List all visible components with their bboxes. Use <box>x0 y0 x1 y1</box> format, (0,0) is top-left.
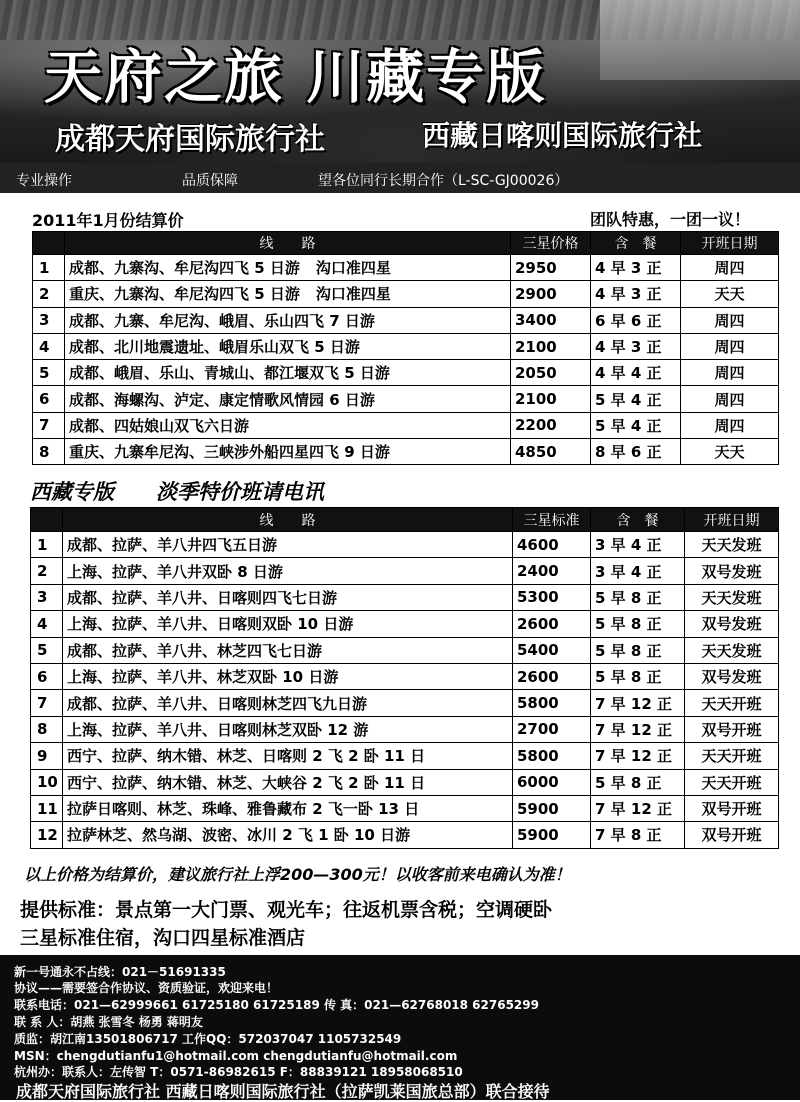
row-number <box>33 386 65 412</box>
route-cell-text: 成都、海螺沟、泸定、康定情歌风情园 6 日游 <box>69 390 375 409</box>
price-cell <box>513 558 591 584</box>
price-cell <box>513 663 591 689</box>
meal-cell <box>591 439 681 465</box>
price-cell <box>511 439 591 465</box>
price-cell-text: 4600 <box>517 535 559 554</box>
start-date-cell <box>681 307 779 333</box>
price-cell-text: 2600 <box>517 667 559 686</box>
msn-contacts: MSN：chengdutianfu1@hotmail.com chengdutianfu@hotmail.com <box>14 1049 458 1063</box>
route-cell <box>63 769 513 795</box>
row-number <box>31 769 63 795</box>
row-number <box>33 439 65 465</box>
start-date-cell <box>681 439 779 465</box>
start-date-cell-text: 双号开班 <box>701 800 762 819</box>
header-meal: 含 餐 <box>591 232 681 255</box>
route-cell <box>65 307 511 333</box>
price-cell <box>511 307 591 333</box>
route-cell-text: 上海、拉萨、羊八井、日喀则林芝双卧 12 游 <box>67 720 369 739</box>
start-date-cell-text: 周四 <box>714 259 745 278</box>
meal-cell <box>591 307 681 333</box>
meal-cell <box>591 558 685 584</box>
meal-cell <box>591 532 685 558</box>
table-header-row <box>31 508 779 532</box>
price-cell-text: 5300 <box>517 588 559 607</box>
promo-text: 团队特惠，一团一议！ <box>590 210 751 229</box>
quality-qq: 质监：胡江南13501806717 工作QQ：572037047 1105732549 <box>14 1032 402 1046</box>
meal-cell <box>591 611 685 637</box>
start-date-cell-text: 天天开班 <box>701 747 762 766</box>
price-cell <box>513 690 591 716</box>
meal-cell-text: 5 早 8 正 <box>595 773 662 792</box>
start-date-cell-text: 天天开班 <box>701 773 762 792</box>
agreement-note: 协议——需要签合作协议、资质验证，欢迎来电！ <box>14 981 279 995</box>
section1-title: 2011年1月份结算价 <box>32 211 184 230</box>
row-number-text: 5 <box>39 363 50 382</box>
table-row <box>33 281 779 307</box>
meal-cell <box>591 769 685 795</box>
start-date-cell-text: 周四 <box>714 311 745 330</box>
agency-name-tibet: 西藏日喀则国际旅行社 <box>422 119 703 152</box>
price-cell <box>513 822 591 848</box>
meal-cell <box>591 822 685 848</box>
table-row <box>31 743 779 769</box>
header-route: 线 路 <box>63 508 513 532</box>
row-number-text: 11 <box>37 799 58 818</box>
row-number-text: 1 <box>39 258 50 277</box>
hotel-standard-text: 沟口准四星 <box>315 259 391 278</box>
route-cell-text: 成都、四姑娘山双飞六日游 <box>69 416 250 435</box>
meal-cell-text: 7 早 12 正 <box>595 720 672 739</box>
start-date-cell <box>685 663 779 689</box>
start-date-cell <box>681 333 779 359</box>
meal-cell <box>591 637 685 663</box>
row-number-text: 6 <box>39 390 50 409</box>
start-date-cell-text: 双号开班 <box>701 826 762 845</box>
row-number-text: 2 <box>39 284 50 303</box>
row-number-text: 12 <box>37 825 58 844</box>
route-cell-text: 拉萨林芝、然乌湖、波密、冰川 2 飞 1 卧 10 日游 <box>67 826 411 845</box>
row-number <box>31 558 63 584</box>
route-cell <box>63 795 513 821</box>
meal-cell-text: 7 早 12 正 <box>595 800 672 819</box>
start-date-cell-text: 周四 <box>714 390 745 409</box>
route-cell-text: 西宁、拉萨、纳木错、林芝、大峡谷 2 飞 2 卧 11 日 <box>67 773 426 792</box>
row-number <box>31 637 63 663</box>
row-number-text: 8 <box>37 720 48 739</box>
meal-cell-text: 7 早 12 正 <box>595 694 672 713</box>
route-cell-text: 重庆、九寨沟、牟尼沟四飞 5 日游 <box>69 285 300 304</box>
meal-cell <box>591 584 685 610</box>
row-number <box>31 822 63 848</box>
start-date-cell-text: 天天发班 <box>701 588 762 607</box>
service-standard-line2: 三星标准住宿，沟口四星标准酒店 <box>20 927 306 949</box>
start-date-cell <box>685 716 779 742</box>
price-cell-text: 2100 <box>515 337 557 356</box>
price-cell-text: 4850 <box>515 442 557 461</box>
price-cell <box>513 795 591 821</box>
meal-cell <box>591 333 681 359</box>
joint-hosts: 成都天府国际旅行社 西藏日喀则国际旅行社（拉萨凯莱国旅总部）联合接待 <box>16 1082 550 1101</box>
start-date-cell-text: 周四 <box>714 364 745 383</box>
row-number-text: 5 <box>37 641 48 660</box>
phone-fax: 联系电话：021—62999661 61725180 61725189 传 真：021—62768018 62765299 <box>14 998 539 1012</box>
row-number-text: 10 <box>37 773 58 792</box>
route-cell <box>63 822 513 848</box>
meal-cell-text: 4 早 3 正 <box>595 259 662 278</box>
row-number <box>33 412 65 438</box>
table-row <box>33 439 779 465</box>
price-cell-text: 2950 <box>515 258 557 277</box>
start-date-cell <box>681 255 779 281</box>
table-row <box>31 690 779 716</box>
table-row <box>31 611 779 637</box>
price-cell-text: 2100 <box>515 390 557 409</box>
meal-cell-text: 5 早 4 正 <box>595 416 662 435</box>
meal-cell <box>591 412 681 438</box>
section2-title: 西藏专版 淡季特价班请电讯 <box>30 480 324 504</box>
meal-cell-text: 5 早 8 正 <box>595 588 662 607</box>
meal-cell-text: 8 早 6 正 <box>595 443 662 462</box>
banner-sky <box>600 0 800 80</box>
route-cell-text: 上海、拉萨、羊八井、林芝双卧 10 日游 <box>67 668 339 687</box>
table-row <box>33 360 779 386</box>
table-row <box>33 255 779 281</box>
meal-cell <box>591 690 685 716</box>
meal-cell-text: 5 早 8 正 <box>595 668 662 687</box>
price-cell-text: 5900 <box>517 799 559 818</box>
meal-cell <box>591 386 681 412</box>
header-date: 开班日期 <box>681 232 779 255</box>
table-row <box>31 822 779 848</box>
price-cell-text: 2200 <box>515 416 557 435</box>
price-cell <box>511 281 591 307</box>
route-cell <box>65 333 511 359</box>
price-cell-text: 6000 <box>517 773 559 792</box>
start-date-cell <box>681 412 779 438</box>
price-cell <box>511 255 591 281</box>
hotel-standard-text: 沟口准四星 <box>315 285 391 304</box>
tagline-license: 望各位同行长期合作（L-SC-GJ00026） <box>318 173 569 189</box>
route-cell-text: 成都、峨眉、乐山、青城山、都江堰双飞 5 日游 <box>69 364 390 383</box>
row-number <box>33 360 65 386</box>
hotline: 新一号通永不占线：021－51691335 <box>14 965 226 979</box>
table-row <box>31 795 779 821</box>
header-no <box>31 508 63 532</box>
route-cell-text: 上海、拉萨、羊八井、日喀则双卧 10 日游 <box>67 615 354 634</box>
start-date-cell-text: 周四 <box>714 338 745 357</box>
start-date-cell <box>685 558 779 584</box>
table-row <box>31 584 779 610</box>
route-cell <box>65 255 511 281</box>
meal-cell <box>591 743 685 769</box>
header-price: 三星标准 <box>513 508 591 532</box>
route-cell <box>63 716 513 742</box>
table-row <box>33 412 779 438</box>
route-cell-text: 成都、九寨沟、牟尼沟四飞 5 日游 <box>69 259 300 278</box>
banner-title: 天府之旅 川藏专版 <box>44 43 547 111</box>
meal-cell <box>591 663 685 689</box>
meal-cell <box>591 255 681 281</box>
price-cell <box>511 333 591 359</box>
price-cell <box>513 769 591 795</box>
start-date-cell-text: 双号发班 <box>701 562 762 581</box>
price-cell <box>511 386 591 412</box>
route-cell <box>63 558 513 584</box>
price-cell-text: 3400 <box>515 311 557 330</box>
meal-cell <box>591 795 685 821</box>
meal-cell-text: 5 早 4 正 <box>595 390 662 409</box>
meal-cell-text: 3 早 4 正 <box>595 536 662 555</box>
header-date: 开班日期 <box>685 508 779 532</box>
price-cell-text: 2700 <box>517 720 559 739</box>
start-date-cell <box>681 360 779 386</box>
route-cell-text: 成都、拉萨、羊八井、日喀则四飞七日游 <box>67 588 338 607</box>
price-cell <box>511 360 591 386</box>
row-number-text: 3 <box>39 311 50 330</box>
row-number <box>33 281 65 307</box>
row-number-text: 7 <box>37 694 48 713</box>
row-number-text: 7 <box>39 416 50 435</box>
route-cell-text: 西宁、拉萨、纳木错、林芝、日喀则 2 飞 2 卧 11 日 <box>67 747 426 766</box>
route-cell <box>65 281 511 307</box>
row-number <box>31 532 63 558</box>
table-row <box>33 333 779 359</box>
route-cell-text: 成都、九寨、牟尼沟、峨眉、乐山四飞 7 日游 <box>69 311 375 330</box>
service-standard-line1: 提供标准：景点第一大门票、观光车；往返机票含税；空调硬卧 <box>20 899 553 921</box>
start-date-cell <box>685 822 779 848</box>
header-banner <box>0 0 800 163</box>
header-meal: 含 餐 <box>591 508 685 532</box>
row-number-text: 6 <box>37 667 48 686</box>
table-row <box>31 558 779 584</box>
meal-cell <box>591 716 685 742</box>
start-date-cell-text: 天天 <box>714 285 745 304</box>
start-date-cell <box>685 769 779 795</box>
price-cell-text: 5900 <box>517 825 559 844</box>
start-date-cell-text: 天天发班 <box>701 641 762 660</box>
price-cell <box>513 532 591 558</box>
price-table-tibet <box>30 507 779 849</box>
row-number <box>31 663 63 689</box>
route-cell-text: 成都、拉萨、羊八井、日喀则林芝四飞九日游 <box>67 694 368 713</box>
route-cell-text: 成都、北川地震遗址、峨眉乐山双飞 5 日游 <box>69 338 360 357</box>
price-cell-text: 5400 <box>517 641 559 660</box>
row-number-text: 8 <box>39 442 50 461</box>
price-cell <box>513 716 591 742</box>
agency-name-chengdu: 成都天府国际旅行社 <box>55 122 325 157</box>
table-row <box>33 386 779 412</box>
row-number-text: 4 <box>39 337 50 356</box>
price-cell-text: 2900 <box>515 284 557 303</box>
table-row <box>33 307 779 333</box>
route-cell-text: 上海、拉萨、羊八井双卧 8 日游 <box>67 562 283 581</box>
table-row <box>31 637 779 663</box>
table-row <box>31 532 779 558</box>
start-date-cell <box>685 584 779 610</box>
start-date-cell-text: 天天 <box>714 443 745 462</box>
table-row <box>31 663 779 689</box>
row-number-text: 4 <box>37 614 48 633</box>
route-cell <box>63 690 513 716</box>
meal-cell-text: 7 早 12 正 <box>595 747 672 766</box>
start-date-cell <box>681 281 779 307</box>
contact-persons: 联 系 人：胡燕 张雪冬 杨勇 蒋明友 <box>14 1015 203 1029</box>
tagline-item: 品质保障 <box>182 173 238 189</box>
row-number <box>31 611 63 637</box>
meal-cell <box>591 360 681 386</box>
meal-cell-text: 5 早 8 正 <box>595 641 662 660</box>
row-number-text: 1 <box>37 535 48 554</box>
start-date-cell <box>685 611 779 637</box>
route-cell <box>63 637 513 663</box>
table-row <box>31 716 779 742</box>
route-cell-text: 成都、拉萨、羊八井四飞五日游 <box>67 536 278 555</box>
price-cell-text: 2400 <box>517 562 559 581</box>
price-cell <box>513 743 591 769</box>
meal-cell-text: 4 早 3 正 <box>595 338 662 357</box>
row-number <box>33 307 65 333</box>
header-route: 线 路 <box>65 232 511 255</box>
price-cell-text: 2600 <box>517 614 559 633</box>
meal-cell <box>591 281 681 307</box>
start-date-cell <box>681 386 779 412</box>
meal-cell-text: 3 早 4 正 <box>595 562 662 581</box>
route-cell <box>63 743 513 769</box>
route-cell <box>65 386 511 412</box>
start-date-cell <box>685 690 779 716</box>
header-no <box>33 232 65 255</box>
table-row <box>31 769 779 795</box>
route-cell <box>65 439 511 465</box>
start-date-cell <box>685 795 779 821</box>
table-header-row <box>33 232 779 255</box>
start-date-cell-text: 周四 <box>714 416 745 435</box>
route-cell-text: 拉萨日喀则、林芝、珠峰、雅鲁藏布 2 飞一卧 13 日 <box>67 800 420 819</box>
meal-cell-text: 5 早 8 正 <box>595 615 662 634</box>
tagline-bar <box>0 163 800 193</box>
price-cell <box>513 611 591 637</box>
row-number <box>31 716 63 742</box>
price-cell-text: 5800 <box>517 694 559 713</box>
start-date-cell-text: 双号发班 <box>701 668 762 687</box>
start-date-cell <box>685 743 779 769</box>
meal-cell-text: 4 早 3 正 <box>595 285 662 304</box>
row-number-text: 3 <box>37 588 48 607</box>
row-number <box>31 690 63 716</box>
start-date-cell-text: 天天开班 <box>701 694 762 713</box>
header-price: 三星价格 <box>511 232 591 255</box>
meal-cell-text: 6 早 6 正 <box>595 311 662 330</box>
hangzhou-office: 杭州办：联系人：左传智 T：0571-86982615 F：88839121 18958068510 <box>14 1065 463 1079</box>
price-cell-text: 5800 <box>517 746 559 765</box>
route-cell <box>65 360 511 386</box>
row-number <box>33 333 65 359</box>
price-table-sichuan <box>32 231 779 465</box>
route-cell <box>63 584 513 610</box>
price-cell <box>511 412 591 438</box>
route-cell-text: 成都、拉萨、羊八井、林芝四飞七日游 <box>67 641 323 660</box>
row-number-text: 9 <box>37 746 48 765</box>
meal-cell-text: 4 早 4 正 <box>595 364 662 383</box>
route-cell <box>63 532 513 558</box>
row-number <box>31 743 63 769</box>
start-date-cell-text: 双号发班 <box>701 615 762 634</box>
route-cell-text: 重庆、九寨牟尼沟、三峡涉外船四星四飞 9 日游 <box>69 443 390 462</box>
meal-cell-text: 7 早 8 正 <box>595 826 662 845</box>
contact-footer <box>0 955 800 1100</box>
price-cell-text: 2050 <box>515 363 557 382</box>
price-cell <box>513 584 591 610</box>
row-number <box>31 795 63 821</box>
route-cell <box>63 611 513 637</box>
tagline-item: 专业操作 <box>16 173 72 189</box>
route-cell <box>65 412 511 438</box>
start-date-cell-text: 双号开班 <box>701 720 762 739</box>
price-cell <box>513 637 591 663</box>
start-date-cell <box>685 532 779 558</box>
start-date-cell-text: 天天发班 <box>701 536 762 555</box>
row-number <box>33 255 65 281</box>
price-note: 以上价格为结算价，建议旅行社上浮200—300元！以收客前来电确认为准！ <box>24 865 571 884</box>
route-cell <box>63 663 513 689</box>
row-number-text: 2 <box>37 562 48 581</box>
start-date-cell <box>685 637 779 663</box>
row-number <box>31 584 63 610</box>
